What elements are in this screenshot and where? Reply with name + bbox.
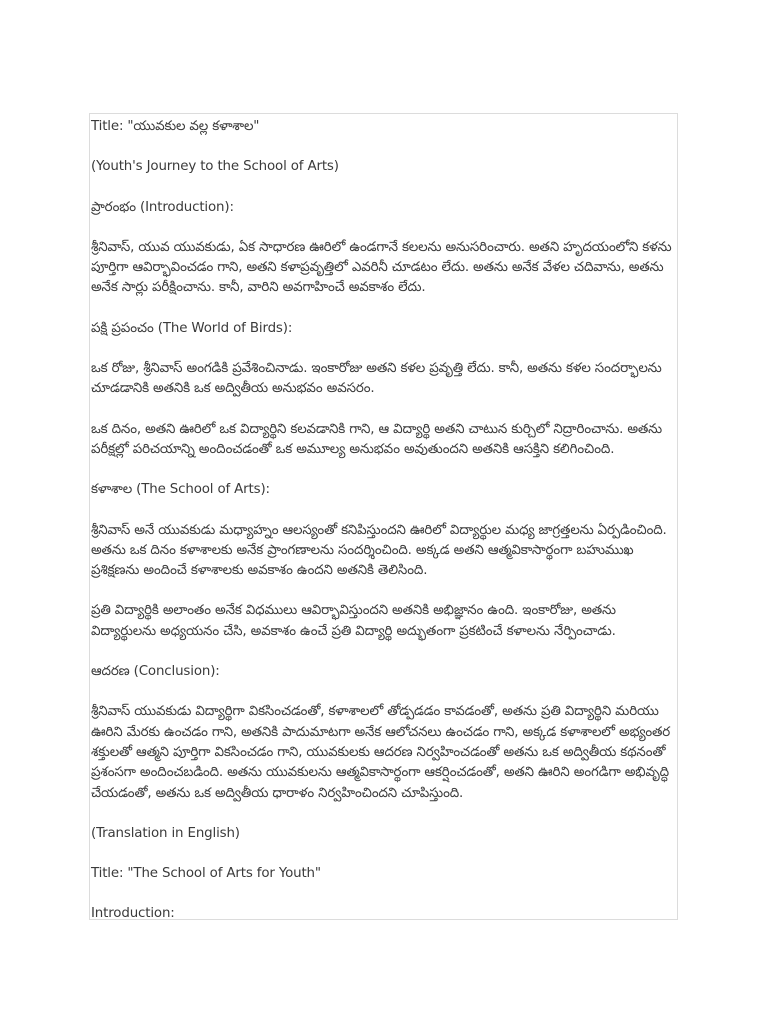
- paragraph-world-of-birds-2: ఒక దినం, అతని ఊరిలో ఒక విద్యార్థిని కలవడానికి గాని, ఆ విద్యార్థి అతని చాటున కుర్చిలో నిద్రారించాను. అతను పరీక్షల్లో పరిచయాన్ని అందించడంతో ఒక అమూల్య అనుభవం అవుతుందని అతనికి ఆసక్తిని కలిగించింది.: [91, 421, 663, 457]
- document-subtitle: (Youth's Journey to the School of Arts): [91, 159, 339, 175]
- translation-note: (Translation in English): [91, 825, 240, 841]
- english-introduction-heading: Introduction:: [91, 906, 175, 920]
- paragraph-world-of-birds-1: ఒక రోజు, శ్రీనివాస్ అంగడికి ప్రవేశించినాడు. ఇంకారోజు అతని కళల ప్రవృత్తి లేదు. కానీ, అతను కళల సందర్భాలను చూడడానికి అతనికి ఒక అద్వితీయ అనుభవం అవసరం.: [91, 361, 662, 397]
- section-heading-school-of-arts: కళాశాల (The School of Arts):: [91, 482, 270, 498]
- english-title: Title: "The School of Arts for Youth": [91, 866, 321, 882]
- paragraph-school-of-arts-2: ప్రతి విద్యార్థికి అలాంతం అనేక విధములు ఆవిర్భావిస్తుందని అతనికి అభిజ్ఞానం ఉంది. ఇంకారోజు, అతను విద్యార్థులను అధ్యయనం చేసి, అవకాశం ఉంచే ప్రతి విద్యార్థి అద్భుతంగా ప్రకటించే కళాలను నేర్పించాడు.: [91, 603, 616, 639]
- section-heading-conclusion: ఆదరణ (Conclusion):: [91, 664, 220, 680]
- section-heading-introduction: ప్రారంభం (Introduction):: [91, 199, 234, 215]
- document-page: [89, 113, 678, 920]
- document-title: Title: "యువకుల వల్ల కళాశాల": [91, 119, 260, 134]
- paragraph-introduction: శ్రీనివాస్, యువ యువకుడు, ఏక సాధారణ ఊరిలో ఉండగానే కలలను అనుసరించారు. అతని హృదయంలోని కళను పూర్తిగా ఆవిర్భావించడం గాని, అతని కళాప్రవృత్తిలో ఎవరినీ చూడటం లేదు. అతను అనేక వేళల చదివాను, అతను అనేక సార్లు పరీక్షించాను. కానీ, వారిని అవగాహించే అవకాశం లేదు.: [91, 239, 672, 296]
- paragraph-school-of-arts-1: శ్రీనివాస్ అనే యువకుడు మధ్యాహ్నం ఆలస్యంతో కనిపిస్తుందని ఊరిలో విద్యార్థుల మధ్య జాగ్రత్తలను ఏర్పడించింది. అతను ఒక దినం కళాశాలకు అనేక ప్రాంగణాలను సందర్శించింది. అక్కడ అతని ఆత్మవికాసార్థంగా బహుముఖ ప్రశిక్షణను అందించే కళాశాలకు అవకాశం ఉందని అతనికి తెలిసింది.: [91, 522, 667, 579]
- section-heading-world-of-birds: పక్షి ప్రపంచం (The World of Birds):: [91, 320, 293, 336]
- paragraph-conclusion: శ్రీనివాస్ యువకుడు విద్యార్థిగా వికసించడంతో, కళాశాలలో తోడ్పడడం కావడంతో, అతను ప్రతి విద్యార్థిని మరియు ఊరిని మేరకు ఉంచడం గాని, అతనికి పాదుమాటగా అనేక ఆలోచనలు ఉంచడం గాని, అక్కడ కళాశాలలో అభ్యంతర శక్తులతో ఆత్మని పూర్తిగా వికసించడం గాని, యువకులకు ఆదరణ నిర్వహించడంతో అతను ఒక అద్వితీయ కథనంతో ప్రశంసగా అందించబడింది. అతను యువకులను ఆత్మవికాసార్థంగా ఆకర్షించడంతో, అతని ఊరిని అంగడిగా అభివృద్ధి చేయడంతో, అతను ఒక అద్వితీయ ధారాళం నిర్వహించిందని చూపిస్తుంది.: [91, 704, 671, 801]
